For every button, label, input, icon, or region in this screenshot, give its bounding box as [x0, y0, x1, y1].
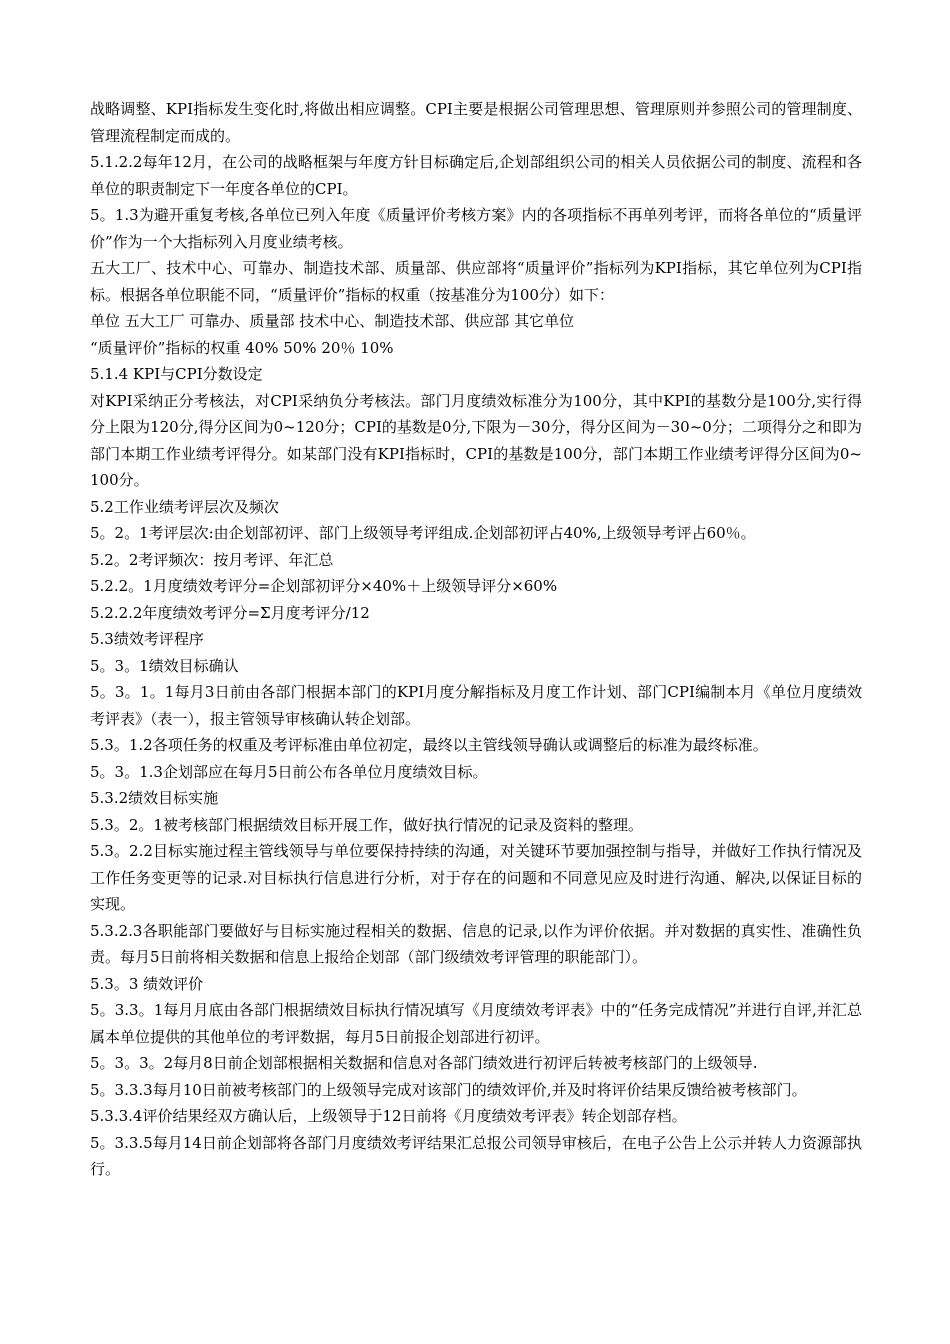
- paragraph: “质量评价”指标的权重 40% 50% 20％ 10%: [90, 338, 394, 357]
- paragraph: 5.3.3.4评价结果经双方确认后，上级领导于12日前将《月度绩效考评表》转企划部存档。: [90, 1107, 687, 1125]
- paragraph: 5。3。1。1每月3日前由各部门根据本部门的KPI月度分解指标及月度工作计划、部门CPI编制本月《单位月度绩效考评表》（表一），报主管领导审核确认转企划部。: [90, 683, 862, 728]
- paragraph: 5.2。2考评频次：按月考评、年汇总: [90, 550, 334, 569]
- paragraph: 5.3.2.3各职能部门要做好与目标实施过程相关的数据、信息的记录,以作为评价依据。并对数据的真实性、准确性负责。每月5日前将相关数据和信息上报给企划部（部门级绩效考评管理的职能部门）。: [90, 921, 862, 966]
- paragraph: 5。3。3。2每月8日前企划部根据相关数据和信息对各部门绩效进行初评后转被考核部门的上级领导.: [90, 1054, 758, 1072]
- section-heading: 5。3。1绩效目标确认: [90, 656, 239, 675]
- paragraph: 对KPI采纳正分考核法，对CPI采纳负分考核法。部门月度绩效标准分为100分，其中KPI的基数分是100分,实行得分上限为120分,得分区间为0~120分；CPI的基数是0分,下限为－30分，得分区间为－30~0分；二项得分之和即为部门本期工作业绩考评得分。如某部门没有KPI指标时，CPI的基数是100分，部门本期工作业绩考评得分区间为0~100分。: [90, 391, 862, 489]
- document-page: [90, 96, 862, 1183]
- paragraph: 5。3.3。1每月月底由各部门根据绩效目标执行情况填写《月度绩效考评表》中的“任务完成情况”并进行自评,并汇总属本单位提供的其他单位的考评数据，每月5日前报企划部进行初评。: [90, 1001, 862, 1046]
- paragraph: 单位 五大工厂 可靠办、质量部 技术中心、制造技术部、供应部 其它单位: [90, 312, 575, 330]
- section-heading: 5.1.4 KPI与CPI分数设定: [90, 365, 263, 383]
- paragraph: 5.2.2.2年度绩效考评分=Σ月度考评分/12: [90, 603, 370, 622]
- paragraph: 5。1.3为避开重复考核,各单位已列入年度《质量评价考核方案》内的各项指标不再单列考评，而将各单位的“质量评价”作为一个大指标列入月度业绩考核。: [90, 206, 862, 251]
- paragraph: 五大工厂、技术中心、可靠办、制造技术部、质量部、供应部将“质量评价”指标列为KPI指标，其它单位列为CPI指标。根据各单位职能不同，“质量评价”指标的权重（按基准分为100分）如下：: [90, 259, 862, 304]
- paragraph: 5。3.3.5每月14日前企划部将各部门月度绩效考评结果汇总报公司领导审核后，在电子公告上公示并转人力资源部执行。: [90, 1133, 862, 1178]
- paragraph: 战略调整、KPI指标发生变化时,将做出相应调整。CPI主要是根据公司管理思想、管理原则并参照公司的管理制度、管理流程制定而成的。: [90, 100, 862, 145]
- paragraph: 5。3。1.3企划部应在每月5日前公布各单位月度绩效目标。: [90, 762, 488, 781]
- section-heading: 5.3。3 绩效评价: [90, 974, 204, 993]
- paragraph: 5.3。1.2各项任务的权重及考评标准由单位初定，最终以主管线领导确认或调整后的标准为最终标准。: [90, 736, 768, 754]
- paragraph: 5.1.2.2每年12月，在公司的战略框架与年度方针目标确定后,企划部组织公司的相关人员依据公司的制度、流程和各单位的职责制定下一年度各单位的CPI。: [90, 153, 862, 198]
- paragraph: 5。3.3.3每月10日前被考核部门的上级领导完成对该部门的绩效评价,并及时将评价结果反馈给被考核部门。: [90, 1080, 807, 1099]
- paragraph: 5。2。1考评层次:由企划部初评、部门上级领导考评组成.企划部初评占40%,上级领导考评占60％。: [90, 524, 756, 542]
- section-heading: 5.3.2绩效目标实施: [90, 789, 219, 807]
- section-heading: 5.3绩效考评程序: [90, 630, 204, 648]
- paragraph: 5.3。2。1被考核部门根据绩效目标开展工作，做好执行情况的记录及资料的整理。: [90, 815, 643, 834]
- section-heading: 5.2工作业绩考评层次及频次: [90, 497, 279, 516]
- paragraph: 5.2.2。1月度绩效考评分=企划部初评分×40%＋上级领导评分×60%: [90, 577, 558, 595]
- paragraph: 5.3。2.2目标实施过程主管线领导与单位要保持持续的沟通，对关键环节要加强控制与指导，并做好工作执行情况及工作任务变更等的记录.对目标执行信息进行分析，对于存在的问题和不同意见应及时进行沟通、解决,以保证目标的实现。: [90, 842, 862, 913]
